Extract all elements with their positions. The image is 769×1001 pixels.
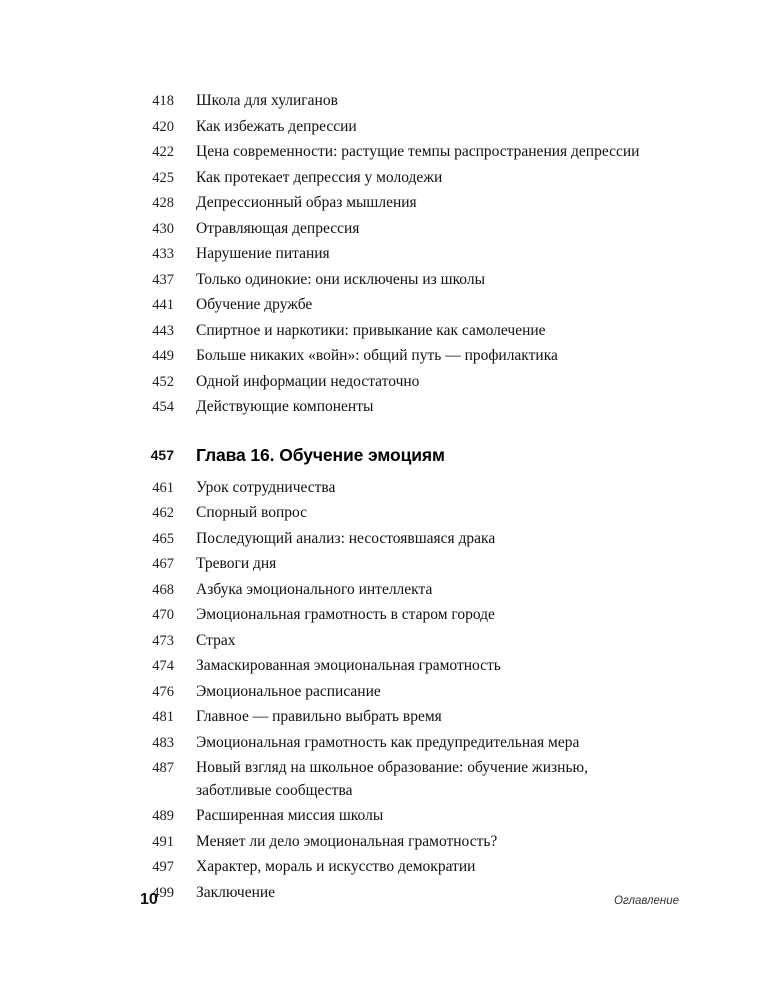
- toc-entry-title: Азбука эмоционального интеллекта: [196, 580, 433, 598]
- toc-entry[interactable]: [140, 856, 679, 879]
- toc-entry-title: Обучение дружбе: [196, 296, 313, 313]
- running-head: Оглавление: [614, 895, 679, 907]
- toc-entry[interactable]: [140, 706, 679, 729]
- toc-entry-page-number: 443: [152, 322, 174, 339]
- toc-entry-title: Одной информации недостаточно: [196, 372, 420, 390]
- toc-entry[interactable]: [140, 141, 679, 164]
- toc-entry[interactable]: [140, 502, 679, 525]
- toc-entry-title: Страх: [196, 631, 236, 649]
- toc-entry[interactable]: [140, 681, 679, 704]
- toc-entry-title: Действующие компоненты: [196, 398, 374, 415]
- toc-entry[interactable]: [140, 269, 679, 292]
- toc-entry-title: Меняет ли дело эмоциональная грамотность?: [196, 832, 498, 850]
- page-footer: [140, 891, 679, 909]
- toc-entry[interactable]: [140, 553, 679, 576]
- toc-entry[interactable]: [140, 528, 679, 551]
- toc-entry-page-number: 491: [152, 833, 174, 850]
- toc-entry[interactable]: [140, 831, 679, 854]
- toc-entry-page-number: 481: [152, 709, 174, 725]
- toc-entry[interactable]: [140, 757, 679, 802]
- toc-entry-title: Отравляющая депрессия: [196, 219, 360, 237]
- toc-entry-page-number: 425: [152, 169, 174, 186]
- toc-entry-title: Школа для хулиганов: [196, 92, 338, 109]
- toc-entry-page-number: 476: [152, 683, 174, 700]
- toc-entry-page-number: 474: [152, 658, 174, 674]
- toc-entry-title: Расширенная миссия школы: [196, 807, 384, 824]
- page-number: 10: [140, 891, 158, 908]
- toc-entry-page-number: 473: [152, 632, 174, 649]
- toc-entry-page-number: 437: [152, 271, 174, 288]
- toc-entry-page-number: 422: [152, 144, 174, 160]
- toc-entry-title: Как протекает депрессия у молодежи: [196, 168, 443, 186]
- toc-entry-page-number: 468: [152, 581, 174, 598]
- toc-entry-page-number: 461: [152, 479, 174, 496]
- toc-entry[interactable]: [140, 320, 679, 343]
- toc-entry-page-number: 428: [152, 195, 174, 211]
- toc-entry-page-number: 497: [152, 859, 174, 875]
- toc-entry-title: Как избежать депрессии: [196, 117, 357, 135]
- toc-entry[interactable]: [140, 477, 679, 500]
- toc-entry[interactable]: [140, 243, 679, 266]
- toc-entry[interactable]: [140, 116, 679, 139]
- toc-entry-title: Тревоги дня: [196, 555, 277, 572]
- toc-entry[interactable]: [140, 732, 679, 755]
- toc-entry-title: Заключение: [196, 883, 276, 901]
- toc-entry-title: Урок сотрудничества: [196, 478, 336, 496]
- toc-entry-page-number: 441: [152, 297, 174, 313]
- toc-entry-page-number: 489: [152, 808, 174, 824]
- toc-entry-page-number: 452: [152, 373, 174, 390]
- toc-entry-page-number: 499: [152, 884, 174, 901]
- toc-entry[interactable]: [140, 218, 679, 241]
- toc-entry-page-number: 418: [152, 93, 174, 109]
- toc-entry[interactable]: [140, 345, 679, 368]
- toc-entry[interactable]: [140, 805, 679, 828]
- toc-entry-page-number: 420: [152, 118, 174, 135]
- toc-entry-title: Характер, мораль и искусство демократии: [196, 858, 476, 875]
- toc-entry-title: Эмоциональная грамотность в старом городе: [196, 606, 495, 623]
- toc-entry-title: Спорный вопрос: [196, 504, 308, 521]
- toc-entry-title: Глава 16. Обучение эмоциям: [196, 444, 445, 465]
- toc-entry[interactable]: [140, 579, 679, 602]
- toc-entry-page-number: 465: [152, 530, 174, 547]
- toc-entry-page-number: 454: [152, 399, 174, 415]
- table-of-contents: [140, 90, 679, 904]
- toc-entry[interactable]: [140, 192, 679, 215]
- toc-entry[interactable]: [140, 396, 679, 419]
- toc-entry[interactable]: [140, 294, 679, 317]
- toc-entry-page-number: 449: [152, 348, 174, 364]
- toc-entry[interactable]: [140, 630, 679, 653]
- toc-entry-title: Последующий анализ: несостоявшаяся драка: [196, 529, 496, 547]
- toc-entry-title: Эмоциональное расписание: [196, 682, 381, 700]
- toc-entry[interactable]: [140, 90, 679, 113]
- toc-entry-title: Только одинокие: они исключены из школы: [196, 270, 486, 288]
- toc-entry-title: Спиртное и наркотики: привыкание как самолечение: [196, 321, 546, 339]
- toc-entry-title: Замаскированная эмоциональная грамотность: [196, 657, 501, 674]
- toc-entry-page-number: 487: [152, 760, 174, 776]
- toc-entry-page-number: 462: [152, 505, 174, 521]
- toc-entry[interactable]: [140, 604, 679, 627]
- toc-entry-title: Депрессионный образ мышления: [196, 194, 417, 211]
- toc-entry[interactable]: [140, 655, 679, 678]
- toc-entry-page-number: 467: [152, 556, 174, 572]
- toc-entry-page-number: 433: [152, 246, 174, 262]
- toc-entry-title: Главное — правильно выбрать время: [196, 708, 442, 725]
- toc-entry-title: Эмоциональная грамотность как предупредительная мера: [196, 733, 580, 751]
- toc-entry[interactable]: [140, 167, 679, 190]
- toc-entry-title: Новый взгляд на школьное образование: обучение жизнью, заботливые сообщества: [196, 759, 589, 799]
- toc-entry-page-number: 483: [152, 734, 174, 751]
- toc-chapter-entry[interactable]: [140, 443, 679, 467]
- toc-entry-page-number: 457: [150, 446, 174, 463]
- toc-entry[interactable]: [140, 371, 679, 394]
- toc-entry-page-number: 470: [152, 607, 174, 623]
- toc-entry-title: Цена современности: растущие темпы распространения депрессии: [196, 143, 640, 160]
- toc-entry-title: Нарушение питания: [196, 245, 330, 262]
- toc-entry-title: Больше никаких «войн»: общий путь — профилактика: [196, 347, 558, 364]
- toc-entry-page-number: 430: [152, 220, 174, 237]
